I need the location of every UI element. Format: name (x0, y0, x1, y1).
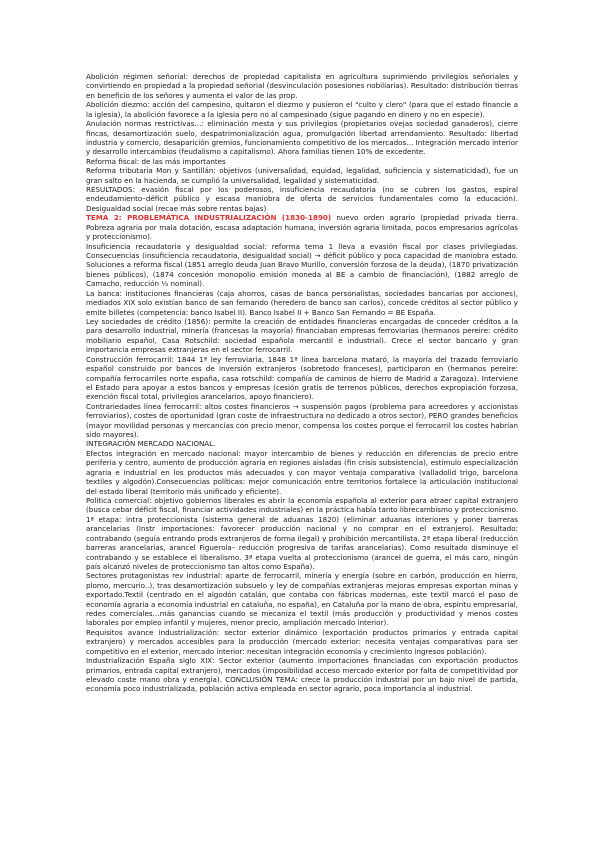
paragraph-ley-sociedades-credito: Ley sociedades de crédito (1856): permite la creación de entidades financieras encargadas de conceder créditos a la para desarrollo industrial, minería (francesas la mayoría) financiaban empresas ferroviarias (hermanos pereire: crédito mobiliario español, Casa Rotschild: sociedad española mercantil e industrial). Crece el sector bancario y gran importancia empresas extranjeras en el sector ferrocarril. (86, 316, 518, 355)
paragraph-la-banca: La banca: instituciones financieras (caja ahorros, casas de banca personalistas, sociedades bancarias por acciones), mediados XIX solo existían banco de san fernando (heredero de banco san carlos), concede créditos al sector público y emite billetes (competencia: banco Isabel II). Banco Isabel II + Banco San Fernando = BE España. (86, 288, 518, 317)
paragraph-tema-2-body: nuevo orden agrario (propiedad privada tierra. Pobreza agraria por mala dotación, escasa adaptación humana, inversión agraria limitada, pocos empresarios agrícolas y proteccionismo). (86, 213, 518, 242)
paragraph-construccion-ferrocarril: Construcción ferrocarril: 1844 1ª ley ferroviaria, 1848 1ª línea barcelona mataró, la mayoría del trazado ferroviario español construido por bancos de inversión extranjeros (sobretodo franceses), participaron en (hermanos pereire: compañía ferrocarriles norte españa, casa rotschild: compañía de caminos de hierro de Madrid a Zaragoza). Interviene el Estado para apoyar a estos bancos y empresas (cesión gratis de terrenos públicos, derechos expropiación forzosa, exención fiscal total, privilegios arancelarios, apoyo financiero). (86, 354, 518, 402)
paragraph-insuficiencia-recaudatoria: Insuficiencia recaudatoria y desigualdad social: reforma tema 1 lleva a evasión fiscal por clases privilegiadas. Consecuencias (insuficiencia recaudatoria, desigualdad social) → déficit público y poca capacidad de maniobra estado. Soluciones a reforma fiscal (1851 arreglo deuda Juan Bravo Murillo, conversión forzosa de la deuda), (1870 privatización bienes públicos), (1874 concesión monopolio emisión moneda al BE a cambio de financiación), (1882 arreglo de Camacho, reducción ⅓ nominal). (86, 241, 518, 289)
paragraph-tema-2 (86, 213, 518, 241)
paragraph-reforma-tributaria: Reforma tributaria Mon y Santillán: objetivos (universalidad, equidad, legalidad, suficiencia y sistematicidad), fue un gran salto en la hacienda, se cumplió la universalidad, legalidad y sistematicidad. (86, 166, 518, 185)
paragraph-industrializacion-espana: Industrialización España siglo XIX: Sector exterior (aumento importaciones financiadas con exportación productos primarios, entrada capital extranjero), mercados (imposibilidad acceso mercado exterior por falta de competitividad por elevado coste mano obra y energía). CONCLUSIÓN TEMA: crece la producción industrial por un bajo nivel de partida, economía poco industrializada, población activa empleada en sector agrario, poca importancia al industrial. (86, 656, 518, 694)
paragraph-abolicion-diezmo: Abolición diezmo: acción del campesino, quitaron el diezmo y pusieron el "culto y clero" (para que el estado financie a la iglesia), la abolición favorece a la iglesia pero no al campesinado (sigue pagando en dinero y no en especie). (86, 100, 518, 119)
paragraph-politica-comercial: Política comercial: objetivo gobiernos liberales es abrir la economía española al exterior para atraer capital extranjero (busca cebar déficit fiscal, financiar actividades industriales) en la práctica había tanto librecambismo y proteccionismo. 1ª etapa: intra proteccionista (sistema general de aduanas 1820) (eliminar aduanas interiores y poner barreras arancelarias (Instr importaciones: favorecer producción nacional y no comprar en el extranjero). Resultado: contrabando (seguía entrando prods extranjeros de forma ilegal) y prohibición mercantilista. 2ª etapa liberal (reducción barreras arancelarias, arancel Figuerola– reducción progresiva de tarifas arancelarias). Como resultado disminuye el contrabando y se establece el liberalismo. 3ª etapa vuelta al proteccionismo (arancel de guerra, el más caro, ningún país alcanzó niveles de proteccionismo tan altos como España). (86, 495, 518, 571)
paragraph-sectores-protagonistas: Sectores protagonistas rev industrial: aparte de ferrocarril, minería y energía (sobre en carbón, producción en hierro, plomo, mercurio..), tras desamortización subsuelo y ley de compañías extranjeras mejoras empresas exportan minas y exportado.Textil (centrado en el algodón catalán, que contaba con fábricas modernas, este textil marcó el paso de economía agraria a economía industrial en cataluña, no españa), en Cataluña por la mano de obra, espíritu empresarial, redes comerciales…más ganancias cuando se mecaniza el textil (más producción y productividad y menos costes laborales por empleo infantil y mujeres, menor precio, ampliación mercado interior). (86, 571, 518, 628)
paragraph-resultados: RESULTADOS: evasión fiscal por los poderosos, insuficiencia recaudatoria (no se cubren los gastos, espiral endeudamiento–déficit público y escasa maniobra de oferta de servicios fundamentales como la educación). Desigualdad social (recae más sobre rentas bajas) (86, 185, 518, 213)
paragraph-abolicion-regimen-senorial: Abolición régimen señorial: derechos de propiedad capitalista en agricultura suprimiendo privilegios señoriales y convirtiendo en propiedad a la propiedad señorial (desvinculación posesiones nobiliarias). Resultado: distribución tierras en beneficio de los señores y aumenta el valor de las prop. (86, 72, 518, 100)
section-heading-tema-2: TEMA 2: PROBLEMÁTICA INDUSTRIALIZACIÓN (1830-1890) (86, 213, 332, 223)
section-heading-integracion: INTEGRACIÓN MERCADO NACIONAL. (86, 439, 216, 449)
paragraph-anulacion-normas: Anulación normas restrictivas…: eliminación mesta y sus privilegios (propietarios ovejas sociedad ganaderos), cierre fincas, desamortización suelo, despatrimonialización agua, promulgación libertad arrendamiento. Resultado: libertad industria y comercio, desaparición gremios, funcionamiento competitivo de los mercados… Integración mercado interior y desarrollo intercambios (feudalismo a capitalismo). Ahora familias tienen 10% de excedente. (86, 119, 518, 157)
paragraph-efectos-integracion: Efectos integración en mercado nacional: mayor intercambio de bienes y reducción en diferencias de precio entre periferia y centro, aumento de producción agraria en regiones aisladas (fin crisis subsistencia), estímulo especialización agraria e industrial en los productos más adecuados y con mayor ventaja comparativa (valladolid trigo, barcelona textiles y algodón).Consecuencias políticas: mejor comunicación entre territorios fortalece la articulación institucional del estado liberal (territorio más unificado y eficiente). (86, 448, 518, 496)
paragraph-requisitos-avance: Requisitos avance industrialización: sector exterior dinámico (exportación productos primarios y entrada capital extranjero) y mercados accesibles para la producción (mercado exterior: necesita ventajas comparativas para ser competitivo en el exterior, mercado interior: necesitan integración economía y crecimiento ingresos población). (86, 627, 518, 656)
paragraph-reforma-fiscal: Reforma fiscal: de las más importantes (86, 156, 226, 166)
paragraph-contrariedades-ferrocarril: Contrariedades línea ferrocarril: altos costes financieros → suspensión pagos (problema para acreedores y accionistas ferroviarios), costes de oportunidad (gran coste de infraestructura no dedicado a otros sector), PERO grandes beneficios (mayor movilidad personas y mercancías con precio menor, compensa los costes porque el ferrocarril los costes habrían sido mayores). (86, 401, 518, 440)
